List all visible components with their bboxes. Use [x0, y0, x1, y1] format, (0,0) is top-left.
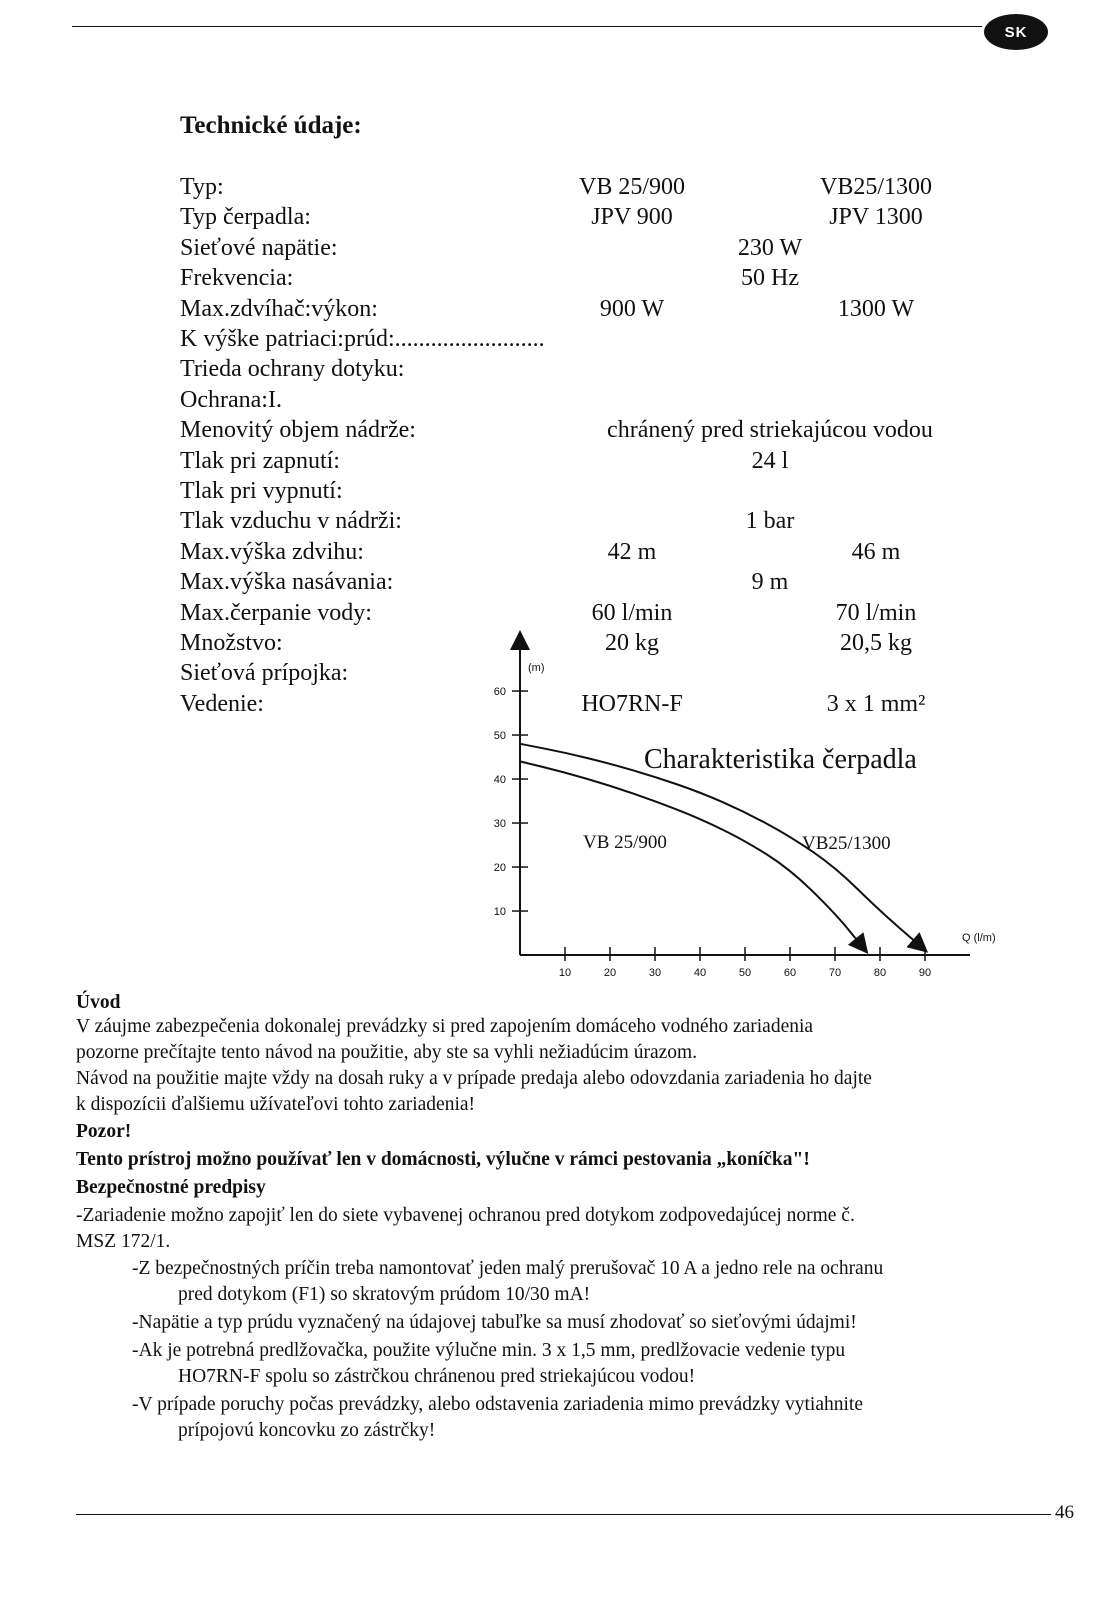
spec-value-common: 1 bar: [745, 508, 795, 535]
spec-value-common: 9 m: [751, 569, 789, 596]
x-tick-label: 80: [873, 967, 887, 979]
header-rule: [72, 26, 982, 27]
x-tick-label: 20: [603, 967, 617, 979]
spec-label: Max.výška nasávania:: [180, 569, 394, 596]
y-tick-label: 60: [493, 686, 506, 698]
chart-title: Charakteristika čerpadla: [644, 744, 917, 775]
safety-heading: Bezpečnostné predpisy: [76, 1177, 266, 1198]
spec-label: Max.čerpanie vody:: [180, 599, 372, 626]
spec-label: Frekvencia:: [180, 265, 294, 292]
spec-value-common: 24 l: [751, 447, 789, 474]
spec-value-vb25-1300: VB25/1300: [819, 174, 932, 200]
spec-label: Typ:: [180, 174, 224, 200]
spec-value-vb25-1300: 3 x 1 mm²: [826, 690, 926, 717]
safety-item-5-line2: prípojovú koncovku zo zástrčky!: [178, 1420, 436, 1441]
series-label-1: VB25/1300: [802, 833, 891, 854]
spec-value-vb25-1300: 20,5 kg: [840, 630, 912, 656]
x-tick-label: 90: [918, 967, 932, 979]
spec-label: Vedenie:: [180, 690, 264, 717]
spec-label: K výške patriaci:prúd:.........................: [180, 326, 545, 352]
safety-item-1-line2: MSZ 172/1.: [76, 1231, 171, 1252]
page-number: 46: [1055, 1502, 1074, 1523]
spec-label: Menovitý objem nádrže:: [180, 417, 416, 444]
series-label-0: VB 25/900: [583, 832, 667, 853]
spec-value-vb25-900: 60 l/min: [591, 599, 673, 626]
spec-label: Ochrana:I.: [180, 386, 282, 413]
intro-p2-line1: Návod na použitie majte vždy na dosah ruky a v prípade predaja alebo odovzdania zariadenia ho dajte: [76, 1068, 872, 1089]
warning-text: Tento prístroj možno používať len v domácnosti, výlučne v rámci pestovania „koníčka"!: [76, 1149, 810, 1170]
y-tick-label: 10: [493, 906, 506, 918]
spec-label: Typ čerpadla:: [180, 204, 311, 231]
spec-label: Max.zdvíhač:výkon:: [180, 295, 378, 322]
x-tick-label: 50: [738, 967, 752, 979]
spec-value-common: chránený pred striekajúcou vodou: [607, 417, 933, 444]
x-axis-label: Q (l/m): [962, 932, 996, 944]
safety-item-2-line2: pred dotykom (F1) so skratovým prúdom 10/30 mA!: [178, 1284, 591, 1305]
y-tick-label: 20: [493, 862, 506, 874]
intro-p1-line1: V záujme zabezpečenia dokonalej prevádzky si pred zapojením domáceho vodného zariadenia: [76, 1016, 814, 1037]
safety-item-2-line1: -Z bezpečnostných príčin treba namontovať jeden malý prerušovač 10 A a jedno rele na ochranu: [132, 1258, 884, 1279]
x-tick-label: 70: [828, 967, 842, 979]
spec-value-vb25-900: VB 25/900: [578, 174, 685, 200]
spec-value-vb25-1300: 1300 W: [837, 295, 915, 322]
safety-item-5-line1: -V prípade poruchy počas prevádzky, alebo odstavenia zariadenia mimo prevádzky vytiahnite: [132, 1394, 863, 1415]
spec-value-vb25-1300: 70 l/min: [835, 599, 917, 626]
intro-heading: Úvod: [76, 992, 121, 1013]
spec-value-vb25-1300: JPV 1300: [829, 204, 923, 231]
spec-value-vb25-900: 20 kg: [605, 630, 659, 656]
spec-value-vb25-900: 900 W: [599, 295, 665, 322]
y-tick-label: 40: [493, 774, 506, 786]
language-badge: SK: [984, 14, 1048, 50]
y-axis-label: (m): [528, 662, 545, 674]
spec-label: Sieťová prípojka:: [180, 660, 349, 687]
spec-value-vb25-900: HO7RN-F: [581, 690, 683, 717]
spec-label: Množstvo:: [180, 630, 283, 656]
intro-p1-line2: pozorne prečítajte tento návod na použitie, aby ste sa vyhli nežiadúcim úrazom.: [76, 1042, 698, 1063]
x-tick-label: 60: [783, 967, 797, 979]
x-tick-label: 30: [648, 967, 662, 979]
tech-title: Technické údaje:: [180, 112, 362, 139]
safety-item-4-line2: HO7RN-F spolu so zástrčkou chránenou pred striekajúcou vodou!: [178, 1366, 696, 1387]
intro-p2-line2: k dispozícii ďalšiemu užívateľovi tohto zariadenia!: [76, 1094, 476, 1115]
spec-value-vb25-900: JPV 900: [591, 204, 673, 231]
footer-rule: [76, 1514, 1051, 1515]
spec-label: Max.výška zdvihu:: [180, 538, 364, 565]
warning-heading: Pozor!: [76, 1121, 132, 1142]
x-tick-label: 40: [693, 967, 707, 979]
y-tick-label: 50: [493, 730, 506, 742]
spec-value-common: 50 Hz: [741, 265, 799, 292]
safety-item-1-line1: -Zariadenie možno zapojiť len do siete vybavenej ochranou pred dotykom zodpovedajúcej norme č.: [76, 1205, 855, 1226]
spec-label: Sieťové napätie:: [180, 234, 338, 261]
x-tick-label: 10: [558, 967, 572, 979]
spec-value-vb25-900: 42 m: [607, 538, 657, 565]
spec-label: Tlak vzduchu v nádrži:: [180, 508, 402, 535]
spec-label: Trieda ochrany dotyku:: [180, 356, 405, 383]
spec-label: Tlak pri zapnutí:: [180, 447, 340, 474]
chart-svg: [470, 630, 1050, 1010]
safety-item-4-line1: -Ak je potrebná predlžovačka, použite výlučne min. 3 x 1,5 mm, predlžovacie vedenie typu: [132, 1340, 846, 1361]
spec-label: Tlak pri vypnutí:: [180, 478, 343, 504]
pump-characteristic-chart: [470, 630, 1050, 1010]
safety-item-3-line1: -Napätie a typ prúdu vyznačený na údajovej tabuľke sa musí zhodovať so sieťovými údajmi!: [132, 1312, 857, 1333]
y-tick-label: 30: [493, 818, 506, 830]
spec-value-vb25-1300: 46 m: [851, 538, 901, 565]
spec-value-common: 230 W: [737, 234, 803, 261]
